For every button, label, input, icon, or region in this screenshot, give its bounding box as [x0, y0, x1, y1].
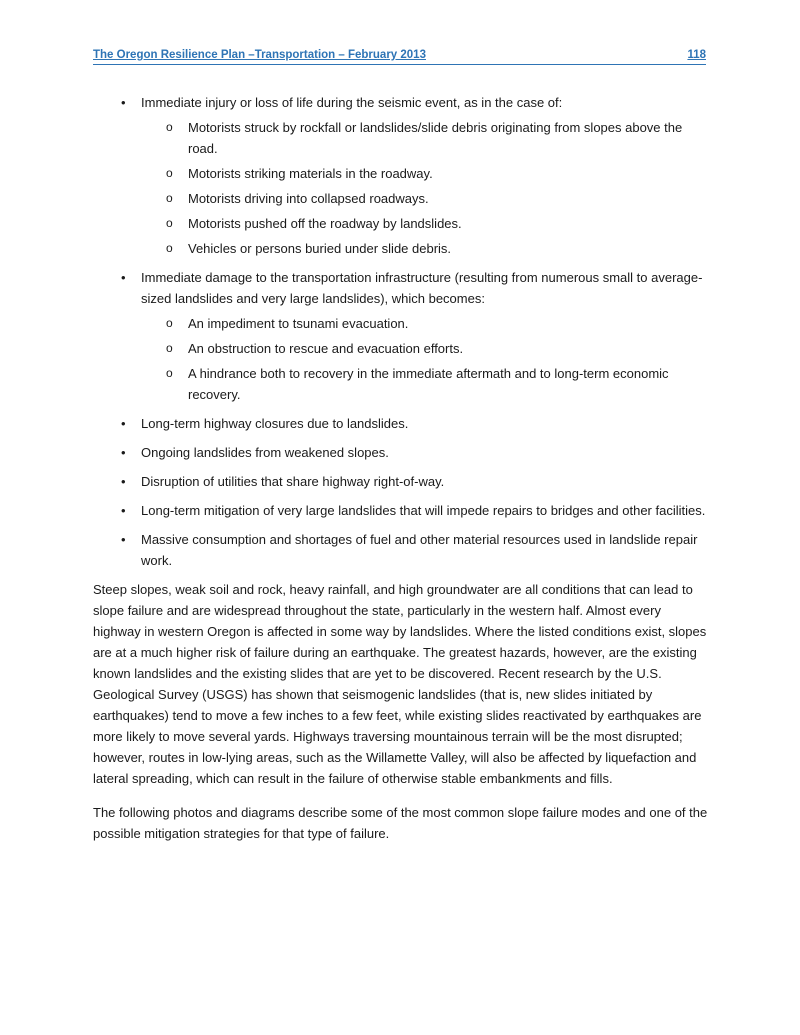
- bullet-text: Long-term mitigation of very large landslides that will impede repairs to bridges and other facilities.: [141, 503, 706, 518]
- sub-bullet-text: Vehicles or persons buried under slide debris.: [188, 241, 452, 256]
- bullet-circle-icon: o: [166, 316, 173, 330]
- bullet-circle-icon: o: [166, 341, 173, 355]
- bullet-dot-icon: •: [121, 503, 126, 518]
- sub-bullet-list: [141, 117, 708, 259]
- sub-bullet-text: A hindrance both to recovery in the immediate aftermath and to long-term economic recovery.: [188, 366, 669, 402]
- page-header: [93, 48, 706, 65]
- bullet-item: [93, 471, 708, 492]
- bullet-item: [93, 500, 708, 521]
- bullet-dot-icon: •: [121, 532, 126, 547]
- bullet-circle-icon: o: [166, 120, 173, 134]
- document-body: [93, 92, 708, 857]
- bullet-dot-icon: •: [121, 445, 126, 460]
- bullet-dot-icon: •: [121, 270, 126, 285]
- sub-bullet-text: Motorists driving into collapsed roadways.: [188, 191, 429, 206]
- sub-bullet-text: An impediment to tsunami evacuation.: [188, 316, 409, 331]
- sub-bullet-text: An obstruction to rescue and evacuation efforts.: [188, 341, 464, 356]
- bullet-item: [93, 529, 708, 571]
- sub-bullet-text: Motorists pushed off the roadway by landslides.: [188, 216, 462, 231]
- bullet-item: [93, 413, 708, 434]
- bullet-item: [93, 442, 708, 463]
- sub-bullet-item: [141, 363, 708, 405]
- bullet-circle-icon: o: [166, 191, 173, 205]
- bullet-dot-icon: •: [121, 95, 126, 110]
- bullet-text: Ongoing landslides from weakened slopes.: [141, 445, 389, 460]
- bullet-text: Long-term highway closures due to landslides.: [141, 416, 409, 431]
- sub-bullet-item: [141, 117, 708, 159]
- bullet-dot-icon: •: [121, 474, 126, 489]
- sub-bullet-text: Motorists struck by rockfall or landslides/slide debris originating from slopes above the road.: [188, 120, 683, 156]
- bullet-circle-icon: o: [166, 366, 173, 380]
- bullet-text: Disruption of utilities that share highway right-of-way.: [141, 474, 445, 489]
- sub-bullet-item: [141, 163, 708, 184]
- bullet-text: Immediate injury or loss of life during the seismic event, as in the case of:: [141, 95, 563, 110]
- bullet-text: Immediate damage to the transportation infrastructure (resulting from numerous small to average-sized landslides and very large landslides), which becomes:: [141, 270, 703, 306]
- sub-bullet-item: [141, 338, 708, 359]
- bullet-text: Massive consumption and shortages of fuel and other material resources used in landslide repair work.: [141, 532, 698, 568]
- header-page-number: 118: [687, 49, 706, 61]
- bullet-circle-icon: o: [166, 241, 173, 255]
- header-title: The Oregon Resilience Plan –Transportation – February 2013: [93, 49, 426, 61]
- bullet-item: [93, 267, 708, 405]
- body-paragraph: The following photos and diagrams describe some of the most common slope failure modes and one of the possible mitigation strategies for that type of failure.: [93, 805, 708, 841]
- bullet-item: [93, 92, 708, 259]
- bullet-dot-icon: •: [121, 416, 126, 431]
- sub-bullet-text: Motorists striking materials in the roadway.: [188, 166, 433, 181]
- body-paragraph: Steep slopes, weak soil and rock, heavy rainfall, and high groundwater are all conditions that can lead to slope failure and are widespread throughout the state, particularly in the western half. Almost every highway in western Oregon is affected in some way by landslides. Where the listed conditions exist, slopes are at a much higher risk of failure during an earthquake. The greatest hazards, however, are the existing known landslides and the existing slides that are yet to be discovered. Recent research by the U.S. Geological Survey (USGS) has shown that seismogenic landslides (that is, new slides initiated by earthquakes) tend to move a few inches to a few feet, while existing slides reactivated by earthquakes are more likely to move several yards. Highways traversing mountainous terrain will be the most disrupted; however, routes in low-lying areas, such as the Willamette Valley, will also be affected by liquefaction and lateral spreading, which can result in the failure of otherwise stable embankments and fills.: [93, 582, 707, 786]
- sub-bullet-item: [141, 238, 708, 259]
- bullet-circle-icon: o: [166, 166, 173, 180]
- bullet-circle-icon: o: [166, 216, 173, 230]
- sub-bullet-item: [141, 313, 708, 334]
- sub-bullet-item: [141, 188, 708, 209]
- bullet-list: [93, 92, 708, 571]
- sub-bullet-item: [141, 213, 708, 234]
- sub-bullet-list: [141, 313, 708, 405]
